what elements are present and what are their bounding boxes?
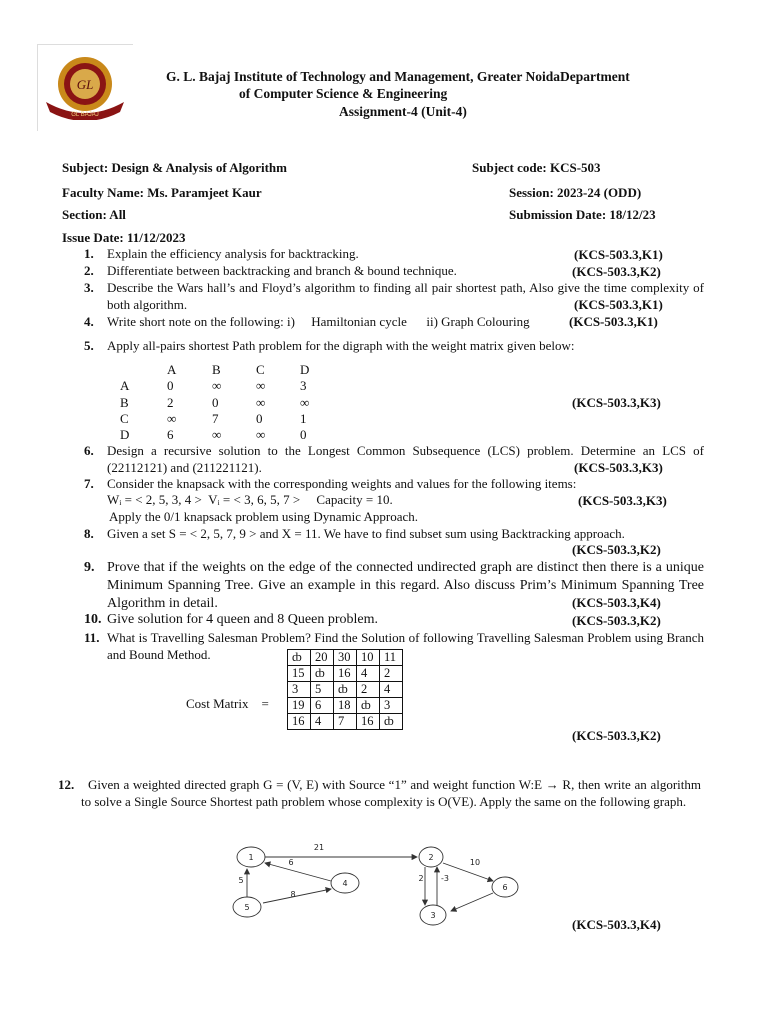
knapsack-data: Wᵢ = < 2, 5, 3, 4 > Vᵢ = < 3, 6, 5, 7 > Capacity = 10.	[107, 492, 393, 507]
course-outcome-code: (KCS-503.3,K1)	[569, 314, 658, 329]
question-text: Write short note on the following: i) Hamiltonian cycle ii) Graph Colouring	[107, 314, 530, 329]
weight-matrix-col-header: D	[300, 362, 310, 377]
logo-ribbon-text: GL BAJAJ	[71, 112, 99, 118]
section: Section: All	[62, 207, 126, 222]
subject-code: Subject code: KCS-503	[472, 160, 601, 175]
cost-matrix-row	[288, 698, 403, 714]
edge-weight: 21	[313, 843, 325, 852]
course-outcome-code: (KCS-503.3,K3)	[578, 493, 667, 508]
edge-5-4	[263, 889, 331, 903]
edge-2-6	[443, 863, 493, 881]
course-outcome-code: (KCS-503.3,K2)	[572, 542, 661, 557]
weight-matrix-cell: ∞	[256, 378, 266, 394]
cost-matrix-cell: 6	[311, 698, 334, 714]
cost-matrix-cell: 7	[334, 714, 357, 730]
question-text: Describe the Wars hall’s and Floyd’s algorithm to finding all pair shortest path, Also give the time complexity of both algorithm.	[107, 280, 704, 312]
cost-matrix-cell: 5	[311, 682, 334, 698]
weight-matrix-cell: 0	[300, 427, 307, 443]
course-outcome-code: (KCS-503.3,K2)	[572, 728, 661, 743]
cost-matrix-table	[287, 649, 403, 730]
cost-matrix-cell: 10	[357, 650, 380, 666]
question-text: Given a set S = < 2, 5, 7, 9 > and X = 11. We have to find subset sum using Backtracking approach.	[107, 526, 625, 541]
edge-weight: 8	[290, 890, 296, 899]
cost-matrix-cell: 2	[380, 666, 403, 682]
cost-matrix-cell: 19	[288, 698, 311, 714]
weight-matrix-cell: 7	[212, 410, 219, 426]
question-number: 4.	[84, 314, 94, 329]
weight-matrix-cell: ∞	[167, 410, 177, 426]
institute-logo	[40, 50, 128, 120]
cost-matrix-cell: 30	[334, 650, 357, 666]
node-label: 3	[430, 911, 436, 920]
edge-weight: 2	[418, 874, 424, 883]
cost-matrix-cell: 20	[311, 650, 334, 666]
cost-matrix-row	[288, 682, 403, 698]
directed-graph	[225, 835, 530, 935]
cost-matrix-cell: 3	[288, 682, 311, 698]
submission-date: Submission Date: 18/12/23	[509, 207, 656, 222]
question-number: 6.	[84, 443, 94, 458]
question-number: 11.	[84, 630, 100, 645]
node-label: 1	[248, 853, 254, 862]
faculty-name: Faculty Name: Ms. Paramjeet Kaur	[62, 185, 262, 200]
subject: Subject: Design & Analysis of Algorithm	[62, 160, 287, 175]
cost-matrix-cell: ȸ	[288, 650, 311, 666]
question-number: 1.	[84, 246, 94, 261]
weight-matrix-row-header: B	[120, 394, 129, 410]
question-number: 9.	[84, 560, 95, 575]
question-text: Differentiate between backtracking and branch & bound technique.	[107, 263, 457, 278]
weight-matrix-cell: ∞	[212, 378, 222, 394]
svg-text:GL: GL	[76, 77, 94, 92]
weight-matrix-cell: 6	[167, 427, 174, 443]
weight-matrix-cell: 0	[212, 394, 219, 410]
assignment-title: Assignment-4 (Unit-4)	[339, 104, 467, 119]
cost-matrix-cell: 3	[380, 698, 403, 714]
weight-matrix-cell: 0	[256, 410, 263, 426]
weight-matrix-cell: ∞	[256, 394, 266, 410]
issue-date: Issue Date: 11/12/2023	[62, 230, 186, 245]
course-outcome-code: (KCS-503.3,K4)	[572, 595, 661, 610]
cost-matrix-cell: 4	[357, 666, 380, 682]
weight-matrix-cell: ∞	[300, 394, 310, 410]
cost-matrix-cell: 4	[380, 682, 403, 698]
weight-matrix-cell: 0	[167, 378, 174, 394]
weight-matrix-col-header: C	[256, 362, 265, 377]
question-number: 7.	[84, 476, 94, 491]
cost-matrix-row	[288, 650, 403, 666]
weight-matrix-cell: 1	[300, 410, 307, 426]
question-text: Design a recursive solution to the Longest Common Subsequence (LCS) problem. Determine an LCS of (22112121) and (211221121).	[107, 443, 704, 475]
edge-weight: 10	[469, 858, 481, 867]
node-label: 6	[502, 883, 508, 892]
cost-matrix-row	[288, 666, 403, 682]
weight-matrix-row-header: C	[120, 410, 129, 426]
header-line-1: G. L. Bajaj Institute of Technology and Management, Greater NoidaDepartment	[166, 69, 630, 84]
node-label: 5	[244, 903, 250, 912]
node-label: 2	[428, 853, 434, 862]
weight-matrix-col-header: B	[212, 362, 221, 377]
cost-matrix-cell: 16	[334, 666, 357, 682]
question-number: 5.	[84, 338, 94, 353]
question-number: 3.	[84, 280, 94, 295]
node-label: 4	[342, 879, 348, 888]
question-number: 10.	[84, 612, 102, 627]
cost-matrix-cell: ȸ	[380, 714, 403, 730]
cost-matrix-cell: ȸ	[357, 698, 380, 714]
edge-weight: 5	[238, 876, 244, 885]
weight-matrix-col-header: A	[167, 362, 177, 377]
knapsack-instruction: Apply the 0/1 knapsack problem using Dynamic Approach.	[109, 509, 419, 524]
course-outcome-code: (KCS-503.3,K1)	[574, 297, 663, 312]
question-text: Consider the knapsack with the corresponding weights and values for the following items:	[107, 476, 577, 491]
edge-weight: -3	[441, 874, 449, 883]
cost-matrix-cell: 18	[334, 698, 357, 714]
cost-matrix-cell: ȸ	[334, 682, 357, 698]
cost-matrix-cell: 16	[288, 714, 311, 730]
question-text: Explain the efficiency analysis for backtracking.	[107, 246, 359, 261]
question-text: Give solution for 4 queen and 8 Queen problem.	[107, 612, 378, 627]
weight-matrix-row-header: D	[120, 427, 130, 443]
course-outcome-code: (KCS-503.3,K3)	[572, 395, 661, 410]
question-number: 2.	[84, 263, 94, 278]
course-outcome-code: (KCS-503.3,K2)	[572, 264, 661, 279]
question-text: Apply all-pairs shortest Path problem for the digraph with the weight matrix given below:	[107, 338, 575, 353]
cost-matrix-cell: 2	[357, 682, 380, 698]
edge-6-3	[451, 893, 493, 911]
cost-matrix-cell: 15	[288, 666, 311, 682]
cost-matrix-row	[288, 714, 403, 730]
course-outcome-code: (KCS-503.3,K4)	[572, 917, 661, 932]
question-number: 8.	[84, 526, 94, 541]
cost-matrix-cell: ȸ	[311, 666, 334, 682]
weight-matrix-cell: 2	[167, 394, 174, 410]
question-12-text: Given a weighted directed graph G = (V, E) with Source “1” and weight function W:E → R, then write an algorithm to solve a Single Source Shortest path problem whose complexity is O(VE). Apply the same on the following graph.	[81, 777, 701, 809]
cost-matrix-cell: 16	[357, 714, 380, 730]
cost-matrix-cell: 11	[380, 650, 403, 666]
question-number: 12.	[58, 777, 75, 792]
weight-matrix-row-header: A	[120, 378, 130, 394]
header-line-2: of Computer Science & Engineering	[239, 86, 448, 101]
course-outcome-code: (KCS-503.3,K1)	[574, 247, 663, 262]
course-outcome-code: (KCS-503.3,K3)	[574, 460, 663, 475]
cost-matrix-cell: 4	[311, 714, 334, 730]
edge-weight: 6	[288, 858, 294, 867]
question-text: What is Travelling Salesman Problem? Find the Solution of following Travelling Salesman Problem using Branch and Bound Method.	[107, 630, 704, 662]
weight-matrix-cell: 3	[300, 378, 307, 394]
edge-4-1	[265, 863, 331, 881]
course-outcome-code: (KCS-503.3,K2)	[572, 613, 661, 628]
question-text: Prove that if the weights on the edge of the connected undirected graph are distinct then there is a unique Minimum Spanning Tree. Give an example in this regard. Also discuss Prim’s Minimum Spanning Tree Algorithm in detail.	[107, 560, 704, 611]
weight-matrix-cell: ∞	[212, 427, 222, 443]
weight-matrix-cell: ∞	[256, 427, 266, 443]
session: Session: 2023-24 (ODD)	[509, 185, 642, 200]
cost-matrix-label: Cost Matrix =	[186, 696, 269, 711]
